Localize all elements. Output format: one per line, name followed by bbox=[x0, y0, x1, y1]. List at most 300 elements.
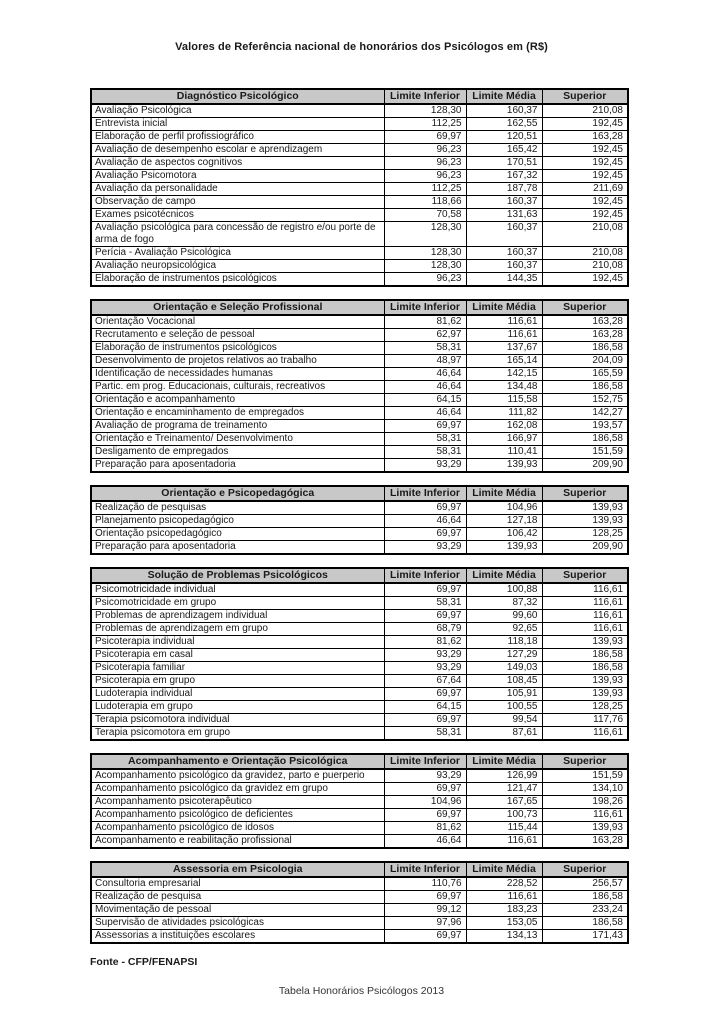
value-cell: 160,37 bbox=[466, 222, 542, 247]
column-header: Superior bbox=[542, 300, 628, 315]
value-cell: 171,43 bbox=[542, 930, 628, 944]
row-label: Acompanhamento psicológico da gravidez em grupo bbox=[91, 783, 384, 796]
table-row bbox=[91, 727, 628, 741]
row-label: Psicoterapia em casal bbox=[91, 649, 384, 662]
value-cell: 128,30 bbox=[384, 247, 466, 260]
value-cell: 69,97 bbox=[384, 501, 466, 515]
value-cell: 228,52 bbox=[466, 877, 542, 891]
table-row bbox=[91, 222, 628, 247]
value-cell: 137,67 bbox=[466, 342, 542, 355]
value-cell: 111,82 bbox=[466, 407, 542, 420]
value-cell: 112,25 bbox=[384, 183, 466, 196]
value-cell: 139,93 bbox=[466, 541, 542, 555]
value-cell: 69,97 bbox=[384, 891, 466, 904]
row-label: Orientação e Treinamento/ Desenvolvimento bbox=[91, 433, 384, 446]
row-label: Avaliação de programa de treinamento bbox=[91, 420, 384, 433]
value-cell: 81,62 bbox=[384, 636, 466, 649]
row-label: Psicoterapia em grupo bbox=[91, 675, 384, 688]
column-header: Superior bbox=[542, 754, 628, 769]
value-cell: 116,61 bbox=[542, 610, 628, 623]
row-label: Orientação Vocacional bbox=[91, 315, 384, 329]
table-row bbox=[91, 597, 628, 610]
column-header: Superior bbox=[542, 862, 628, 877]
row-label: Psicoterapia familiar bbox=[91, 662, 384, 675]
table-header-row bbox=[91, 754, 628, 769]
value-cell: 110,76 bbox=[384, 877, 466, 891]
value-cell: 149,03 bbox=[466, 662, 542, 675]
row-label: Planejamento psicopedagógico bbox=[91, 515, 384, 528]
value-cell: 46,64 bbox=[384, 835, 466, 849]
value-cell: 46,64 bbox=[384, 407, 466, 420]
value-cell: 112,25 bbox=[384, 118, 466, 131]
row-label: Identificação de necessidades humanas bbox=[91, 368, 384, 381]
value-cell: 187,78 bbox=[466, 183, 542, 196]
row-label: Avaliação da personalidade bbox=[91, 183, 384, 196]
table-header-row bbox=[91, 486, 628, 501]
value-cell: 153,05 bbox=[466, 917, 542, 930]
row-label: Realização de pesquisa bbox=[91, 891, 384, 904]
row-label: Acompanhamento psicológico de idosos bbox=[91, 822, 384, 835]
table-row bbox=[91, 342, 628, 355]
value-cell: 116,61 bbox=[466, 835, 542, 849]
column-header: Superior bbox=[542, 486, 628, 501]
value-cell: 96,23 bbox=[384, 157, 466, 170]
value-cell: 118,18 bbox=[466, 636, 542, 649]
value-cell: 186,58 bbox=[542, 649, 628, 662]
value-cell: 192,45 bbox=[542, 118, 628, 131]
value-cell: 96,23 bbox=[384, 273, 466, 287]
table-section-title: Assessoria em Psicologia bbox=[91, 862, 384, 877]
table-row bbox=[91, 636, 628, 649]
value-cell: 131,63 bbox=[466, 209, 542, 222]
value-cell: 183,23 bbox=[466, 904, 542, 917]
fee-table bbox=[90, 861, 629, 944]
page-footer: Tabela Honorários Psicólogos 2013 bbox=[278, 985, 445, 997]
source-note: Fonte - CFP/FENAPSI bbox=[90, 956, 198, 968]
value-cell: 209,90 bbox=[542, 459, 628, 473]
column-header: Limite Inferior bbox=[384, 486, 466, 501]
row-label: Problemas de aprendizagem individual bbox=[91, 610, 384, 623]
table-row bbox=[91, 407, 628, 420]
value-cell: 104,96 bbox=[384, 796, 466, 809]
value-cell: 116,61 bbox=[466, 329, 542, 342]
table-header-row bbox=[91, 568, 628, 583]
fee-table bbox=[90, 88, 629, 287]
value-cell: 118,66 bbox=[384, 196, 466, 209]
table-row bbox=[91, 835, 628, 849]
value-cell: 165,59 bbox=[542, 368, 628, 381]
row-label: Assessorias a instituições escolares bbox=[91, 930, 384, 944]
table-section-title: Orientação e Seleção Profissional bbox=[91, 300, 384, 315]
value-cell: 151,59 bbox=[542, 446, 628, 459]
value-cell: 58,31 bbox=[384, 446, 466, 459]
value-cell: 204,09 bbox=[542, 355, 628, 368]
value-cell: 160,37 bbox=[466, 196, 542, 209]
row-label: Acompanhamento psicoterapêutico bbox=[91, 796, 384, 809]
table-row bbox=[91, 701, 628, 714]
table-row bbox=[91, 368, 628, 381]
value-cell: 116,61 bbox=[466, 315, 542, 329]
value-cell: 93,29 bbox=[384, 541, 466, 555]
value-cell: 81,62 bbox=[384, 822, 466, 835]
value-cell: 192,45 bbox=[542, 273, 628, 287]
column-header: Limite Inferior bbox=[384, 862, 466, 877]
value-cell: 151,59 bbox=[542, 769, 628, 783]
value-cell: 126,99 bbox=[466, 769, 542, 783]
value-cell: 46,64 bbox=[384, 381, 466, 394]
table-row bbox=[91, 930, 628, 944]
row-label: Psicomotricidade em grupo bbox=[91, 597, 384, 610]
table-row bbox=[91, 433, 628, 446]
table-row bbox=[91, 394, 628, 407]
value-cell: 127,29 bbox=[466, 649, 542, 662]
value-cell: 93,29 bbox=[384, 459, 466, 473]
value-cell: 192,45 bbox=[542, 170, 628, 183]
value-cell: 144,35 bbox=[466, 273, 542, 287]
row-label: Consultoria empresarial bbox=[91, 877, 384, 891]
value-cell: 108,45 bbox=[466, 675, 542, 688]
table-row bbox=[91, 196, 628, 209]
value-cell: 69,97 bbox=[384, 610, 466, 623]
value-cell: 139,93 bbox=[542, 501, 628, 515]
row-label: Orientação psicopedagógico bbox=[91, 528, 384, 541]
row-label: Terapia psicomotora em grupo bbox=[91, 727, 384, 741]
value-cell: 105,91 bbox=[466, 688, 542, 701]
tables-container bbox=[90, 88, 627, 944]
table-row bbox=[91, 528, 628, 541]
value-cell: 210,08 bbox=[542, 104, 628, 118]
value-cell: 100,55 bbox=[466, 701, 542, 714]
value-cell: 192,45 bbox=[542, 209, 628, 222]
value-cell: 100,88 bbox=[466, 583, 542, 597]
table-row bbox=[91, 583, 628, 597]
value-cell: 116,61 bbox=[542, 727, 628, 741]
table-row bbox=[91, 247, 628, 260]
row-label: Acompanhamento psicológico de deficientes bbox=[91, 809, 384, 822]
value-cell: 165,14 bbox=[466, 355, 542, 368]
value-cell: 116,61 bbox=[542, 623, 628, 636]
table-row bbox=[91, 260, 628, 273]
value-cell: 139,93 bbox=[542, 688, 628, 701]
value-cell: 128,30 bbox=[384, 104, 466, 118]
row-label: Avaliação de aspectos cognitivos bbox=[91, 157, 384, 170]
row-label: Elaboração de instrumentos psicológicos bbox=[91, 342, 384, 355]
value-cell: 210,08 bbox=[542, 247, 628, 260]
row-label: Observação de campo bbox=[91, 196, 384, 209]
row-label: Elaboração de perfil profissiográfico bbox=[91, 131, 384, 144]
value-cell: 134,13 bbox=[466, 930, 542, 944]
row-label: Orientação e acompanhamento bbox=[91, 394, 384, 407]
fee-table bbox=[90, 753, 629, 849]
value-cell: 96,23 bbox=[384, 144, 466, 157]
value-cell: 48,97 bbox=[384, 355, 466, 368]
value-cell: 160,37 bbox=[466, 260, 542, 273]
value-cell: 116,61 bbox=[466, 891, 542, 904]
row-label: Psicoterapia individual bbox=[91, 636, 384, 649]
value-cell: 70,58 bbox=[384, 209, 466, 222]
table-row bbox=[91, 769, 628, 783]
value-cell: 93,29 bbox=[384, 769, 466, 783]
value-cell: 128,30 bbox=[384, 260, 466, 273]
row-label: Recrutamento e seleção de pessoal bbox=[91, 329, 384, 342]
value-cell: 58,31 bbox=[384, 342, 466, 355]
table-row bbox=[91, 809, 628, 822]
table-row bbox=[91, 877, 628, 891]
row-label: Problemas de aprendizagem em grupo bbox=[91, 623, 384, 636]
table-row bbox=[91, 662, 628, 675]
value-cell: 139,93 bbox=[466, 459, 542, 473]
table-row bbox=[91, 714, 628, 727]
row-label: Avaliação de desempenho escolar e aprendizagem bbox=[91, 144, 384, 157]
value-cell: 142,15 bbox=[466, 368, 542, 381]
table-section-title: Acompanhamento e Orientação Psicológica bbox=[91, 754, 384, 769]
table-row bbox=[91, 329, 628, 342]
table-row bbox=[91, 273, 628, 287]
value-cell: 192,45 bbox=[542, 157, 628, 170]
table-row bbox=[91, 675, 628, 688]
row-label: Desligamento de empregados bbox=[91, 446, 384, 459]
table-row bbox=[91, 459, 628, 473]
value-cell: 115,58 bbox=[466, 394, 542, 407]
page-title: Valores de Referência nacional de honorários dos Psicólogos em (R$) bbox=[175, 41, 548, 53]
value-cell: 193,57 bbox=[542, 420, 628, 433]
value-cell: 139,93 bbox=[542, 515, 628, 528]
row-label: Acompanhamento e reabilitação profissional bbox=[91, 835, 384, 849]
fee-table bbox=[90, 485, 629, 555]
value-cell: 104,96 bbox=[466, 501, 542, 515]
value-cell: 58,31 bbox=[384, 727, 466, 741]
table-row bbox=[91, 796, 628, 809]
table-header-row bbox=[91, 862, 628, 877]
table-row bbox=[91, 209, 628, 222]
table-row bbox=[91, 355, 628, 368]
value-cell: 211,69 bbox=[542, 183, 628, 196]
table-row bbox=[91, 515, 628, 528]
value-cell: 110,41 bbox=[466, 446, 542, 459]
table-row bbox=[91, 917, 628, 930]
value-cell: 128,25 bbox=[542, 528, 628, 541]
row-label: Acompanhamento psicológico da gravidez, parto e puerperio bbox=[91, 769, 384, 783]
fee-table bbox=[90, 299, 629, 473]
value-cell: 186,58 bbox=[542, 381, 628, 394]
table-header-row bbox=[91, 300, 628, 315]
table-section-title: Solução de Problemas Psicológicos bbox=[91, 568, 384, 583]
value-cell: 160,37 bbox=[466, 104, 542, 118]
table-row bbox=[91, 118, 628, 131]
value-cell: 139,93 bbox=[542, 675, 628, 688]
table-row bbox=[91, 623, 628, 636]
column-header: Superior bbox=[542, 568, 628, 583]
table-section-title: Orientação e Psicopedagógica bbox=[91, 486, 384, 501]
value-cell: 186,58 bbox=[542, 917, 628, 930]
value-cell: 198,26 bbox=[542, 796, 628, 809]
value-cell: 163,28 bbox=[542, 315, 628, 329]
row-label: Terapia psicomotora individual bbox=[91, 714, 384, 727]
table-row bbox=[91, 170, 628, 183]
table-row bbox=[91, 610, 628, 623]
value-cell: 99,12 bbox=[384, 904, 466, 917]
value-cell: 210,08 bbox=[542, 222, 628, 247]
value-cell: 81,62 bbox=[384, 315, 466, 329]
value-cell: 117,76 bbox=[542, 714, 628, 727]
table-row bbox=[91, 446, 628, 459]
value-cell: 116,61 bbox=[542, 597, 628, 610]
value-cell: 139,93 bbox=[542, 636, 628, 649]
column-header: Superior bbox=[542, 89, 628, 104]
value-cell: 186,58 bbox=[542, 342, 628, 355]
value-cell: 186,58 bbox=[542, 433, 628, 446]
value-cell: 116,61 bbox=[542, 809, 628, 822]
value-cell: 163,28 bbox=[542, 835, 628, 849]
value-cell: 46,64 bbox=[384, 515, 466, 528]
value-cell: 210,08 bbox=[542, 260, 628, 273]
column-header: Limite Inferior bbox=[384, 754, 466, 769]
value-cell: 134,10 bbox=[542, 783, 628, 796]
value-cell: 162,08 bbox=[466, 420, 542, 433]
value-cell: 127,18 bbox=[466, 515, 542, 528]
row-label: Avaliação Psicológica bbox=[91, 104, 384, 118]
value-cell: 64,15 bbox=[384, 701, 466, 714]
column-header: Limite Inferior bbox=[384, 89, 466, 104]
value-cell: 256,57 bbox=[542, 877, 628, 891]
table-row bbox=[91, 649, 628, 662]
table-section-title: Diagnóstico Psicológico bbox=[91, 89, 384, 104]
value-cell: 165,42 bbox=[466, 144, 542, 157]
row-label: Avaliação neuropsicológica bbox=[91, 260, 384, 273]
row-label: Entrevista inicial bbox=[91, 118, 384, 131]
column-header: Limite Média bbox=[466, 486, 542, 501]
value-cell: 92,65 bbox=[466, 623, 542, 636]
row-label: Partic. em prog. Educacionais, culturais, recreativos bbox=[91, 381, 384, 394]
value-cell: 115,44 bbox=[466, 822, 542, 835]
value-cell: 58,31 bbox=[384, 433, 466, 446]
table-row bbox=[91, 822, 628, 835]
row-label: Perícia - Avaliação Psicológica bbox=[91, 247, 384, 260]
value-cell: 100,73 bbox=[466, 809, 542, 822]
table-row bbox=[91, 157, 628, 170]
row-label: Preparação para aposentadoria bbox=[91, 459, 384, 473]
table-row bbox=[91, 501, 628, 515]
row-label: Realização de pesquisas bbox=[91, 501, 384, 515]
column-header: Limite Média bbox=[466, 568, 542, 583]
fee-table bbox=[90, 567, 629, 741]
value-cell: 116,61 bbox=[542, 583, 628, 597]
value-cell: 69,97 bbox=[384, 131, 466, 144]
table-row bbox=[91, 131, 628, 144]
value-cell: 166,97 bbox=[466, 433, 542, 446]
value-cell: 128,30 bbox=[384, 222, 466, 247]
value-cell: 58,31 bbox=[384, 597, 466, 610]
document-body bbox=[90, 88, 627, 968]
value-cell: 186,58 bbox=[542, 662, 628, 675]
value-cell: 152,75 bbox=[542, 394, 628, 407]
column-header: Limite Inferior bbox=[384, 300, 466, 315]
value-cell: 69,97 bbox=[384, 583, 466, 597]
table-row bbox=[91, 783, 628, 796]
table-row bbox=[91, 315, 628, 329]
value-cell: 139,93 bbox=[542, 822, 628, 835]
value-cell: 160,37 bbox=[466, 247, 542, 260]
column-header: Limite Inferior bbox=[384, 568, 466, 583]
value-cell: 62,97 bbox=[384, 329, 466, 342]
column-header: Limite Média bbox=[466, 300, 542, 315]
value-cell: 121,47 bbox=[466, 783, 542, 796]
value-cell: 99,60 bbox=[466, 610, 542, 623]
table-row bbox=[91, 904, 628, 917]
row-label: Supervisão de atividades psicológicas bbox=[91, 917, 384, 930]
value-cell: 170,51 bbox=[466, 157, 542, 170]
value-cell: 93,29 bbox=[384, 662, 466, 675]
value-cell: 163,28 bbox=[542, 131, 628, 144]
table-row bbox=[91, 104, 628, 118]
value-cell: 87,32 bbox=[466, 597, 542, 610]
value-cell: 64,15 bbox=[384, 394, 466, 407]
row-label: Psicomotricidade individual bbox=[91, 583, 384, 597]
value-cell: 128,25 bbox=[542, 701, 628, 714]
column-header: Limite Média bbox=[466, 89, 542, 104]
value-cell: 69,97 bbox=[384, 809, 466, 822]
value-cell: 69,97 bbox=[384, 420, 466, 433]
row-label: Orientação e encaminhamento de empregados bbox=[91, 407, 384, 420]
value-cell: 46,64 bbox=[384, 368, 466, 381]
value-cell: 96,23 bbox=[384, 170, 466, 183]
value-cell: 68,79 bbox=[384, 623, 466, 636]
row-label: Ludoterapia em grupo bbox=[91, 701, 384, 714]
value-cell: 97,96 bbox=[384, 917, 466, 930]
value-cell: 209,90 bbox=[542, 541, 628, 555]
value-cell: 167,65 bbox=[466, 796, 542, 809]
value-cell: 87,61 bbox=[466, 727, 542, 741]
row-label: Elaboração de instrumentos psicológicos bbox=[91, 273, 384, 287]
value-cell: 134,48 bbox=[466, 381, 542, 394]
value-cell: 93,29 bbox=[384, 649, 466, 662]
value-cell: 69,97 bbox=[384, 688, 466, 701]
row-label: Exames psicotécnicos bbox=[91, 209, 384, 222]
value-cell: 162,55 bbox=[466, 118, 542, 131]
row-label: Preparação para aposentadoria bbox=[91, 541, 384, 555]
value-cell: 99,54 bbox=[466, 714, 542, 727]
row-label: Ludoterapia individual bbox=[91, 688, 384, 701]
column-header: Limite Média bbox=[466, 754, 542, 769]
value-cell: 192,45 bbox=[542, 144, 628, 157]
table-header-row bbox=[91, 89, 628, 104]
table-row bbox=[91, 541, 628, 555]
value-cell: 192,45 bbox=[542, 196, 628, 209]
value-cell: 69,97 bbox=[384, 930, 466, 944]
table-row bbox=[91, 420, 628, 433]
value-cell: 167,32 bbox=[466, 170, 542, 183]
value-cell: 163,28 bbox=[542, 329, 628, 342]
value-cell: 67,64 bbox=[384, 675, 466, 688]
row-label: Movimentação de pessoal bbox=[91, 904, 384, 917]
table-row bbox=[91, 891, 628, 904]
value-cell: 120,51 bbox=[466, 131, 542, 144]
table-row bbox=[91, 183, 628, 196]
value-cell: 233,24 bbox=[542, 904, 628, 917]
value-cell: 69,97 bbox=[384, 714, 466, 727]
value-cell: 69,97 bbox=[384, 528, 466, 541]
row-label: Avaliação psicológica para concessão de registro e/ou porte de arma de fogo bbox=[91, 222, 384, 247]
table-row bbox=[91, 381, 628, 394]
value-cell: 69,97 bbox=[384, 783, 466, 796]
value-cell: 142,27 bbox=[542, 407, 628, 420]
row-label: Desenvolvimento de projetos relativos ao trabalho bbox=[91, 355, 384, 368]
row-label: Avaliação Psicomotora bbox=[91, 170, 384, 183]
value-cell: 106,42 bbox=[466, 528, 542, 541]
value-cell: 186,58 bbox=[542, 891, 628, 904]
table-row bbox=[91, 688, 628, 701]
column-header: Limite Média bbox=[466, 862, 542, 877]
